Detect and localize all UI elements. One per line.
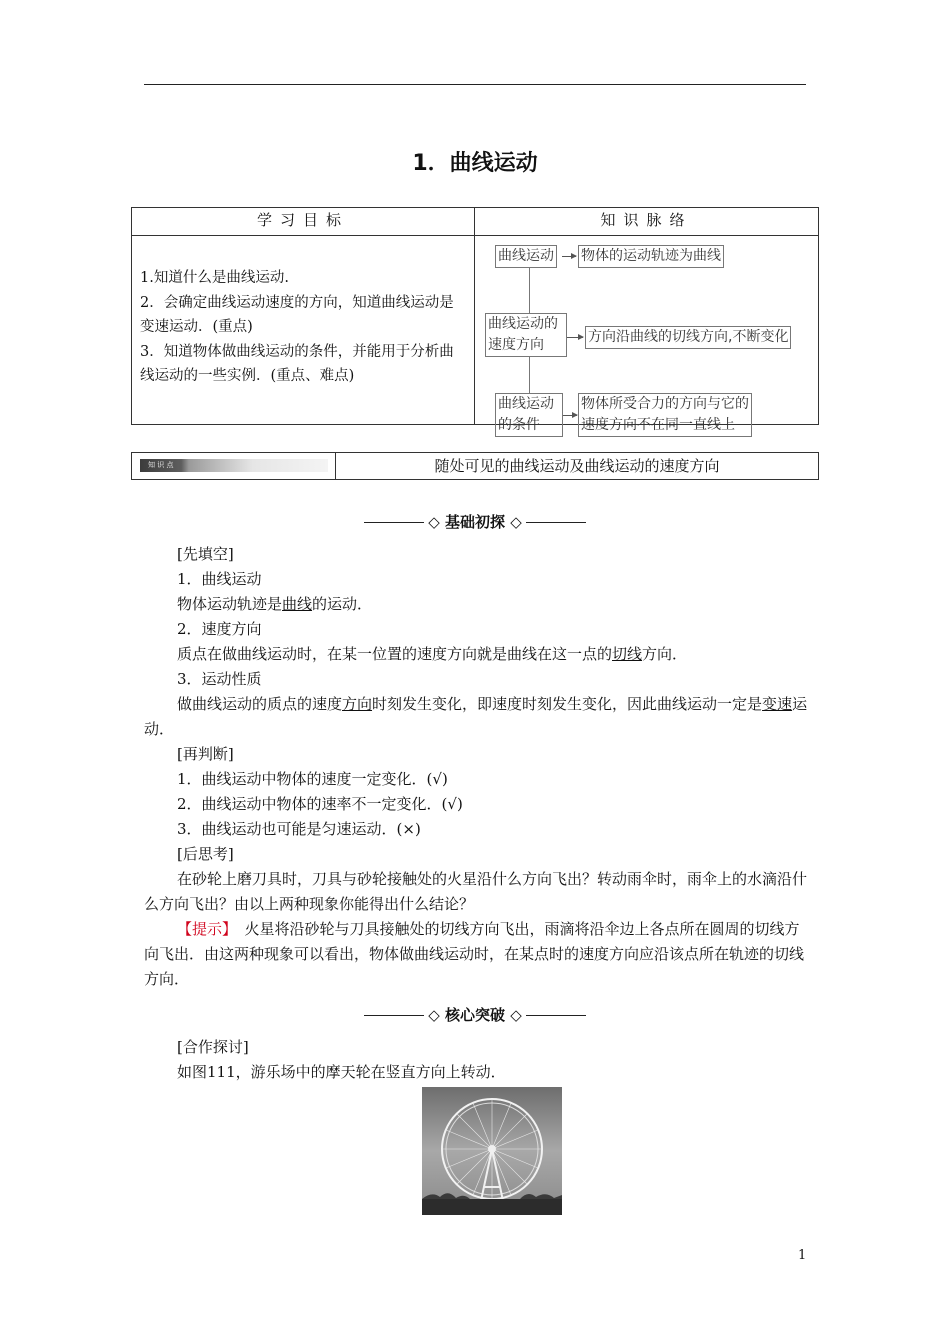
blank-answer: 切线 (612, 645, 643, 663)
think-question: 在砂轮上磨刀具时，刀具与砂轮接触处的火星沿什么方向飞出？转动雨伞时，雨伞上的水滴沿什么方向飞出？由以上两种现象你能得出什么结论？ (144, 870, 808, 913)
knowledge-point-bar (131, 452, 819, 480)
hint-text: 火星将沿砂轮与刀具接触处的切线方向飞出，雨滴将沿伞边上各点所在圆周的切线方向飞出．由这两种现象可以看出，物体做曲线运动时，在某点时的速度方向应沿该点所在轨迹的切线方向． (144, 920, 805, 988)
knowledge-map-header: 知识脉络 (475, 208, 819, 236)
item-heading: 2．速度方向 (177, 620, 262, 638)
knowledge-point-title: 随处可见的曲线运动及曲线运动的速度方向 (434, 457, 720, 475)
section-heading-basics (0, 511, 950, 532)
fill-blank-label: [先填空] (177, 545, 234, 563)
page-title: 1．曲线运动 (412, 151, 538, 176)
blank-answer: 曲线 (282, 595, 313, 613)
badge-label: 知 识 点 (148, 461, 174, 469)
node-line: 物体所受合力的方向与它的 (581, 396, 749, 412)
map-node-velocity-direction (485, 313, 567, 357)
connector-line (529, 357, 530, 393)
node-line: 曲线运动的 (488, 316, 558, 332)
arrow-icon (563, 415, 577, 416)
item-heading: 1．曲线运动 (177, 570, 262, 588)
goal-item: 1.知道什么是曲线运动. (140, 270, 289, 286)
knowledge-point-badge (132, 453, 336, 479)
judge-label: [再判断] (177, 745, 234, 763)
map-node-trajectory: 物体的运动轨迹为曲线 (578, 245, 724, 268)
knowledge-map (475, 236, 819, 433)
map-node-force (578, 393, 752, 437)
item-text: 质点在做曲线运动时，在某一位置的速度方向就是曲线在这一点的切线方向． (177, 645, 688, 663)
header-rule (144, 84, 806, 85)
judge-item: 2．曲线运动中物体的速率不一定变化．(√) (177, 795, 463, 813)
section-label: ◇ 基础初探 ◇ (428, 513, 522, 531)
item-text: 物体运动轨迹是曲线的运动． (177, 595, 373, 613)
hint-label: 【提示】 (177, 920, 230, 938)
think-label: [后思考] (177, 845, 234, 863)
node-line: 速度方向 (488, 337, 544, 353)
item-heading: 3．运动性质 (177, 670, 262, 688)
hint-paragraph (144, 917, 808, 992)
node-line: 速度方向不在同一直线上 (581, 417, 735, 433)
map-node-tangent: 方向沿曲线的切线方向,不断变化 (585, 326, 791, 349)
item-text: 做曲线运动的质点的速度方向时刻发生变化，即速度时刻发生变化，因此曲线运动一定是变速运动． (144, 695, 808, 738)
arrow-icon (567, 337, 583, 338)
section-label: ◇ 核心突破 ◇ (428, 1006, 522, 1024)
page-number: 1 (798, 1248, 807, 1263)
goal-item: 3．知道物体做曲线运动的条件，并能用于分析曲线运动的一些实例．(重点、难点) (140, 343, 454, 384)
judge-item: 1．曲线运动中物体的速度一定变化．(√) (177, 770, 448, 788)
goals-cell (132, 236, 475, 425)
connector-line (529, 267, 530, 313)
goal-item: 2．会确定曲线运动速度的方向，知道曲线运动是变速运动．(重点) (140, 294, 454, 335)
coop-label: [合作探讨] (177, 1038, 249, 1056)
arrow-icon (562, 256, 576, 257)
coop-text: 如图111，游乐场中的摩天轮在竖直方向上转动． (177, 1063, 506, 1081)
judge-item: 3．曲线运动也可能是匀速运动．(×) (177, 820, 421, 838)
objectives-table (131, 207, 819, 433)
node-line: 曲线运动 (498, 396, 554, 412)
blank-answer: 变速 (762, 695, 793, 713)
node-line: 的条件 (498, 417, 540, 433)
map-node-condition (495, 393, 563, 437)
section-heading-core (0, 1004, 950, 1025)
ferris-wheel-photo (422, 1087, 562, 1215)
goals-header: 学习目标 (132, 208, 475, 236)
blank-answer: 方向 (342, 695, 373, 713)
map-node-curve-motion: 曲线运动 (495, 245, 557, 268)
